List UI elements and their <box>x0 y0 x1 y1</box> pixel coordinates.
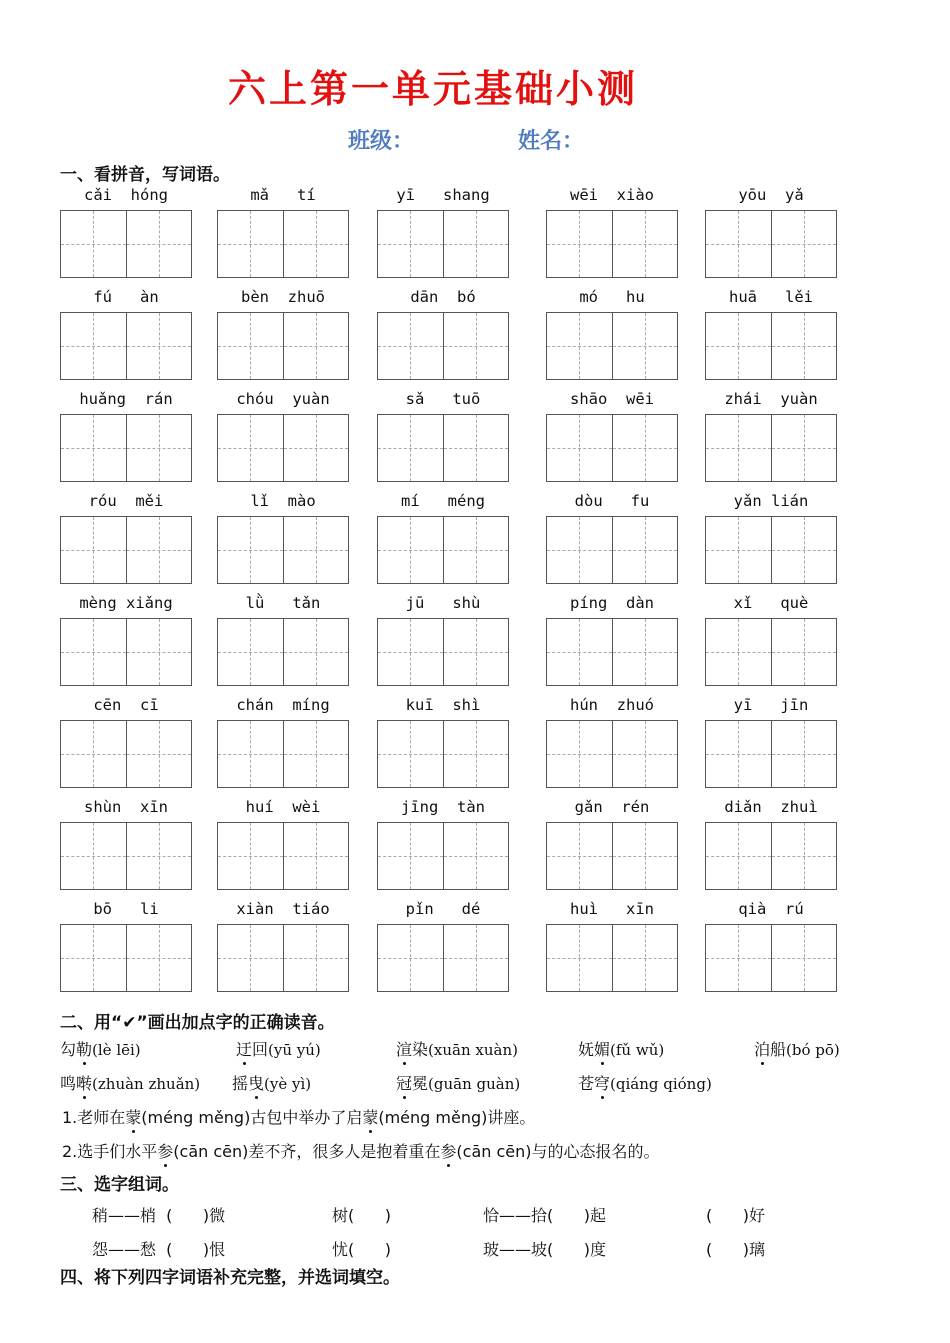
pinyin-label: yī jīn <box>733 696 809 714</box>
reading-item[interactable]: 渲染(xuān xuàn) <box>396 1037 518 1060</box>
writing-box[interactable] <box>377 210 509 278</box>
tian-zi-cell[interactable] <box>547 721 613 787</box>
pinyin-label: yōu yǎ <box>738 186 804 204</box>
writing-box[interactable] <box>217 720 349 788</box>
tian-zi-cell[interactable] <box>772 517 837 583</box>
tian-zi-cell[interactable] <box>706 721 772 787</box>
tian-zi-cell[interactable] <box>218 415 284 481</box>
tian-zi-cell[interactable] <box>61 721 127 787</box>
pinyin-label: róu měi <box>88 492 164 510</box>
tian-zi-cell[interactable] <box>61 517 127 583</box>
pinyin-label: píng dàn <box>570 594 654 612</box>
word-choice: 稍——梢 ( )微 <box>92 1206 226 1225</box>
writing-box[interactable] <box>546 720 678 788</box>
tian-zi-cell[interactable] <box>772 823 837 889</box>
pinyin-label: zhái yuàn <box>724 390 818 408</box>
tian-zi-cell[interactable] <box>284 619 349 685</box>
word-choice: 树( ) <box>332 1206 392 1225</box>
tian-zi-cell[interactable] <box>444 415 509 481</box>
writing-box[interactable] <box>60 618 192 686</box>
writing-box[interactable] <box>217 414 349 482</box>
writing-box[interactable] <box>546 924 678 992</box>
tian-zi-cell[interactable] <box>127 721 192 787</box>
writing-box[interactable] <box>377 312 509 380</box>
reading-item[interactable]: 勾勒(lè lēi) <box>60 1037 141 1060</box>
section4-heading: 四、将下列四字词语补充完整，并选词填空。 <box>60 1268 400 1288</box>
tian-zi-cell[interactable] <box>127 823 192 889</box>
pinyin-label: kuī shì <box>405 696 481 714</box>
pinyin-label: bō li <box>93 900 159 918</box>
class-label: 班级： <box>348 128 415 154</box>
writing-box[interactable] <box>217 618 349 686</box>
tian-zi-cell[interactable] <box>772 211 837 277</box>
pinyin-label: chán míng <box>236 696 330 714</box>
tian-zi-cell[interactable] <box>547 415 613 481</box>
tian-zi-cell[interactable] <box>218 823 284 889</box>
writing-box[interactable] <box>377 516 509 584</box>
tian-zi-cell[interactable] <box>127 313 192 379</box>
tian-zi-cell[interactable] <box>378 619 444 685</box>
tian-zi-cell[interactable] <box>218 313 284 379</box>
tian-zi-cell[interactable] <box>127 211 192 277</box>
tian-zi-cell[interactable] <box>444 925 509 991</box>
tian-zi-cell[interactable] <box>284 211 349 277</box>
word-choice: 恰——拾( )起 <box>483 1206 607 1225</box>
writing-box[interactable] <box>705 414 837 482</box>
pinyin-label: mǎ tí <box>250 186 316 204</box>
writing-box[interactable] <box>705 822 837 890</box>
pinyin-label: gǎn rén <box>574 798 650 816</box>
pinyin-label: mó hu <box>579 288 645 306</box>
tian-zi-cell[interactable] <box>613 517 678 583</box>
tian-zi-cell[interactable] <box>772 721 837 787</box>
pinyin-label: huā lěi <box>729 288 813 306</box>
sentence-1: 1.老师在蒙(méng měng)古包中举办了启蒙(méng měng)讲座。 <box>62 1105 535 1128</box>
tian-zi-cell[interactable] <box>772 313 837 379</box>
tian-zi-cell[interactable] <box>218 925 284 991</box>
pinyin-label: shāo wēi <box>570 390 654 408</box>
tian-zi-cell[interactable] <box>547 925 613 991</box>
reading-item[interactable]: 迂回(yū yú) <box>236 1037 321 1060</box>
tian-zi-cell[interactable] <box>218 619 284 685</box>
tian-zi-cell[interactable] <box>127 415 192 481</box>
tian-zi-cell[interactable] <box>706 619 772 685</box>
tian-zi-cell[interactable] <box>772 619 837 685</box>
tian-zi-cell[interactable] <box>613 415 678 481</box>
word-choice: ( )好 <box>706 1206 766 1225</box>
word-choice: 玻——坡( )度 <box>483 1240 607 1259</box>
pinyin-label: qià rú <box>738 900 804 918</box>
writing-box[interactable] <box>377 414 509 482</box>
word-choice: 怨——愁 ( )恨 <box>92 1240 226 1259</box>
writing-box[interactable] <box>60 822 192 890</box>
tian-zi-cell[interactable] <box>444 721 509 787</box>
writing-box[interactable] <box>546 210 678 278</box>
tian-zi-cell[interactable] <box>547 211 613 277</box>
writing-box[interactable] <box>705 720 837 788</box>
pinyin-label: cǎi hóng <box>84 186 168 204</box>
writing-box[interactable] <box>60 924 192 992</box>
pinyin-label: bèn zhuō <box>241 288 325 306</box>
writing-box[interactable] <box>377 924 509 992</box>
tian-zi-cell[interactable] <box>547 823 613 889</box>
writing-box[interactable] <box>60 516 192 584</box>
tian-zi-cell[interactable] <box>218 211 284 277</box>
writing-box[interactable] <box>217 312 349 380</box>
pinyin-label: dòu fu <box>574 492 650 510</box>
tian-zi-cell[interactable] <box>706 211 772 277</box>
writing-box[interactable] <box>377 618 509 686</box>
reading-item[interactable]: 妩媚(fǔ wǔ) <box>578 1037 664 1060</box>
tian-zi-cell[interactable] <box>547 619 613 685</box>
tian-zi-cell[interactable] <box>378 517 444 583</box>
tian-zi-cell[interactable] <box>61 619 127 685</box>
pinyin-label: jīng tàn <box>401 798 485 816</box>
tian-zi-cell[interactable] <box>61 925 127 991</box>
pinyin-label: lǜ tǎn <box>245 594 321 612</box>
tian-zi-cell[interactable] <box>218 721 284 787</box>
writing-box[interactable] <box>546 822 678 890</box>
pinyin-label: hún zhuó <box>570 696 654 714</box>
pinyin-label: yī shang <box>396 186 490 204</box>
tian-zi-cell[interactable] <box>284 415 349 481</box>
tian-zi-cell[interactable] <box>378 415 444 481</box>
tian-zi-cell[interactable] <box>706 517 772 583</box>
writing-box[interactable] <box>60 414 192 482</box>
writing-box[interactable] <box>60 210 192 278</box>
tian-zi-cell[interactable] <box>127 925 192 991</box>
writing-box[interactable] <box>546 516 678 584</box>
writing-box[interactable] <box>546 312 678 380</box>
pinyin-label: dān bó <box>410 288 476 306</box>
tian-zi-cell[interactable] <box>706 313 772 379</box>
tian-zi-cell[interactable] <box>444 517 509 583</box>
writing-box[interactable] <box>705 924 837 992</box>
pinyin-label: jū shù <box>405 594 481 612</box>
writing-box[interactable] <box>705 618 837 686</box>
word-choice: 忧( ) <box>332 1240 392 1259</box>
writing-box[interactable] <box>377 822 509 890</box>
writing-box[interactable] <box>217 822 349 890</box>
reading-item[interactable]: 泊船(bó pō) <box>754 1037 840 1060</box>
pinyin-label: mèng xiǎng <box>79 594 173 612</box>
tian-zi-cell[interactable] <box>61 211 127 277</box>
tian-zi-cell[interactable] <box>706 823 772 889</box>
tian-zi-cell[interactable] <box>218 517 284 583</box>
tian-zi-cell[interactable] <box>613 721 678 787</box>
page-title: 六上第一单元基础小测 <box>227 66 638 111</box>
tian-zi-cell[interactable] <box>772 925 837 991</box>
reading-item[interactable]: 苍穹(qiáng qióng) <box>578 1071 712 1094</box>
pinyin-label: pǐn dé <box>405 900 481 918</box>
pinyin-label: huì xīn <box>570 900 654 918</box>
writing-box[interactable] <box>705 210 837 278</box>
section2-heading: 二、用“✔”画出加点字的正确读音。 <box>60 1013 335 1033</box>
tian-zi-cell[interactable] <box>772 415 837 481</box>
tian-zi-cell[interactable] <box>613 823 678 889</box>
tian-zi-cell[interactable] <box>284 517 349 583</box>
section3-heading: 三、选字组词。 <box>60 1175 179 1195</box>
tian-zi-cell[interactable] <box>127 517 192 583</box>
pinyin-label: wēi xiào <box>570 186 654 204</box>
tian-zi-cell[interactable] <box>444 211 509 277</box>
tian-zi-cell[interactable] <box>378 721 444 787</box>
sentence-2: 2.选手们水平参(cān cēn)差不齐，很多人是抱着重在参(cān cēn)与的心态报名的。 <box>62 1139 660 1162</box>
tian-zi-cell[interactable] <box>61 823 127 889</box>
tian-zi-cell[interactable] <box>613 925 678 991</box>
writing-box[interactable] <box>60 720 192 788</box>
pinyin-label: sǎ tuō <box>405 390 481 408</box>
writing-box[interactable] <box>546 618 678 686</box>
tian-zi-cell[interactable] <box>706 415 772 481</box>
name-label: 姓名： <box>518 128 585 154</box>
pinyin-label: chóu yuàn <box>236 390 330 408</box>
pinyin-label: huí wèi <box>245 798 321 816</box>
pinyin-label: huǎng rán <box>79 390 173 408</box>
reading-item[interactable]: 冠冕(guān guàn) <box>396 1071 520 1094</box>
pinyin-label: xiàn tiáo <box>236 900 330 918</box>
tian-zi-cell[interactable] <box>378 313 444 379</box>
reading-item[interactable]: 摇曳(yè yì) <box>232 1071 311 1094</box>
tian-zi-cell[interactable] <box>706 925 772 991</box>
tian-zi-cell[interactable] <box>284 721 349 787</box>
writing-box[interactable] <box>217 516 349 584</box>
tian-zi-cell[interactable] <box>444 313 509 379</box>
tian-zi-cell[interactable] <box>378 823 444 889</box>
tian-zi-cell[interactable] <box>284 925 349 991</box>
reading-item[interactable]: 鸣啭(zhuàn zhuǎn) <box>60 1071 200 1094</box>
tian-zi-cell[interactable] <box>61 415 127 481</box>
tian-zi-cell[interactable] <box>378 925 444 991</box>
tian-zi-cell[interactable] <box>547 313 613 379</box>
tian-zi-cell[interactable] <box>444 823 509 889</box>
word-choice: ( )璃 <box>706 1240 766 1259</box>
tian-zi-cell[interactable] <box>284 823 349 889</box>
pinyin-label: mí méng <box>401 492 485 510</box>
tian-zi-cell[interactable] <box>378 211 444 277</box>
tian-zi-cell[interactable] <box>444 619 509 685</box>
writing-box[interactable] <box>546 414 678 482</box>
tian-zi-cell[interactable] <box>613 211 678 277</box>
writing-box[interactable] <box>217 924 349 992</box>
writing-box[interactable] <box>377 720 509 788</box>
writing-box[interactable] <box>705 312 837 380</box>
writing-box[interactable] <box>217 210 349 278</box>
section1-heading: 一、看拼音，写词语。 <box>60 165 230 185</box>
pinyin-label: xǐ què <box>733 594 809 612</box>
tian-zi-cell[interactable] <box>127 619 192 685</box>
tian-zi-cell[interactable] <box>613 619 678 685</box>
tian-zi-cell[interactable] <box>613 313 678 379</box>
pinyin-label: fú àn <box>93 288 159 306</box>
writing-box[interactable] <box>705 516 837 584</box>
pinyin-label: diǎn zhuì <box>724 798 818 816</box>
pinyin-label: yǎn lián <box>733 492 809 510</box>
pinyin-label: cēn cī <box>93 696 159 714</box>
tian-zi-cell[interactable] <box>547 517 613 583</box>
tian-zi-cell[interactable] <box>61 313 127 379</box>
pinyin-label: shùn xīn <box>84 798 168 816</box>
writing-box[interactable] <box>60 312 192 380</box>
tian-zi-cell[interactable] <box>284 313 349 379</box>
check-mark-icon: ✔ <box>122 1013 137 1033</box>
pinyin-label: lǐ mào <box>250 492 316 510</box>
